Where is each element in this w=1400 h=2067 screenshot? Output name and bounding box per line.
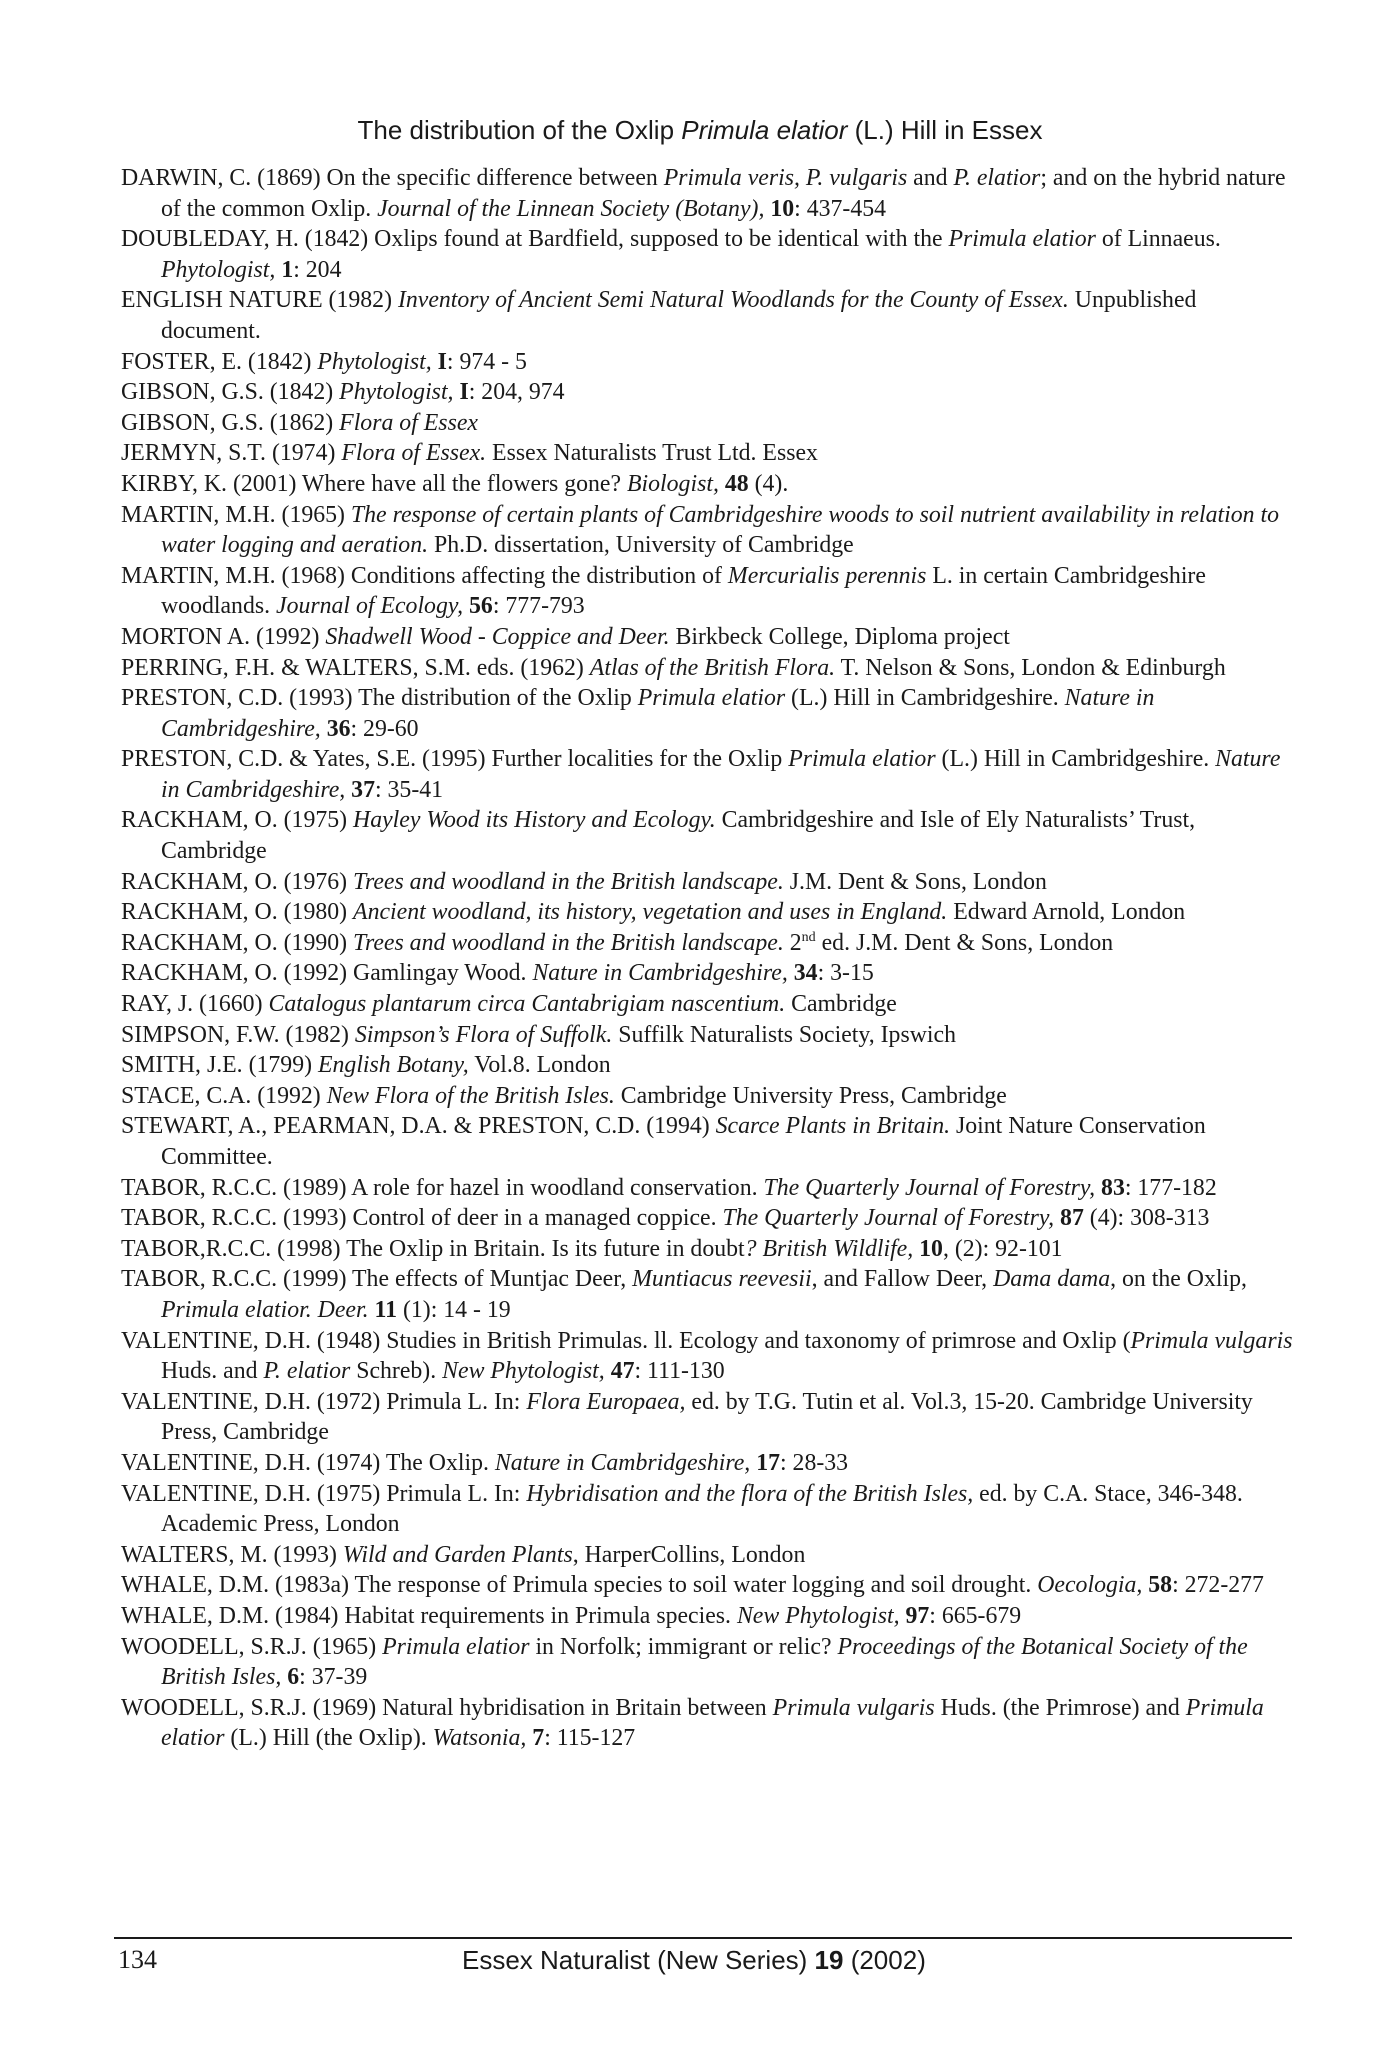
reference-text: WOODELL, S.R.J. (1965) (121, 1633, 383, 1660)
reference-text: Schreb). (350, 1358, 443, 1385)
reference-entry (121, 347, 1297, 378)
italic-text: English Botany, (317, 1052, 469, 1079)
reference-text: ed. by C.A. Stace, 346-348. Academic Press, London (161, 1480, 1243, 1538)
reference-text: : 3-15 (817, 960, 874, 987)
italic-text: Hybridisation and the flora of the British Isles, (526, 1480, 974, 1507)
reference-text: : 177-182 (1124, 1174, 1217, 1201)
italic-text: Muntiacus reevesii (632, 1266, 812, 1293)
italic-text: Flora of Essex (339, 409, 478, 436)
volume-number: 10 (919, 1235, 943, 1262)
reference-text: , HarperCollins, London (572, 1541, 806, 1568)
reference-text: L. in certain Cambridgeshire woodlands. (161, 562, 1206, 620)
reference-entry (121, 989, 1297, 1020)
reference-entry (121, 1111, 1297, 1172)
reference-entry (121, 163, 1297, 224)
reference-text: Huds. and (161, 1358, 264, 1385)
reference-text: TABOR,R.C.C. (1998) The Oxlip in Britain. Is its future in doubt (121, 1235, 745, 1262)
reference-text: Vol.8. London (468, 1052, 611, 1079)
italic-text: Dama dama (993, 1266, 1111, 1293)
reference-text: RACKHAM, O. (1976) (121, 868, 354, 895)
reference-text: Suffilk Naturalists Society, Ipswich (612, 1021, 956, 1048)
reference-text: GIBSON, G.S. (1842) (121, 379, 340, 406)
reference-text: : 111-130 (634, 1358, 725, 1385)
italic-text: Trees and woodland in the British landscape. (353, 868, 784, 895)
reference-text: Birkbeck College, Diploma project (669, 623, 1010, 650)
reference-text: TABOR, R.C.C. (1999) The effects of Muntjac Deer, (121, 1266, 633, 1293)
italic-text: Proceedings of the Botanical Society of the British Isles, (161, 1633, 1248, 1691)
footer-rule (114, 1937, 1292, 1939)
italic-text: Shadwell Wood - Coppice and Deer. (325, 623, 670, 650)
reference-entry (121, 683, 1297, 744)
reference-text: WHALE, D.M. (1984) Habitat requirements in Primula species. (121, 1602, 737, 1629)
ordinal-suffix: nd (801, 929, 816, 945)
italic-text: Trees and woodland in the British landscape. (353, 929, 784, 956)
running-header-suffix: (L.) Hill in Essex (847, 115, 1043, 145)
italic-text: Primula elatior (788, 746, 936, 773)
reference-entry (121, 1693, 1297, 1754)
reference-text: and (907, 165, 954, 191)
italic-text: Watsonia, (432, 1725, 527, 1752)
italic-text: New Phytologist, (442, 1358, 605, 1385)
reference-entry (121, 653, 1297, 684)
reference-entry (121, 1203, 1297, 1234)
reference-text: : 37-39 (299, 1664, 368, 1691)
reference-entry (121, 805, 1297, 866)
reference-text: Cambridge (785, 991, 897, 1018)
reference-entry (121, 1601, 1297, 1632)
reference-text: STEWART, A., PEARMAN, D.A. & PRESTON, C.D. (1994) (121, 1113, 716, 1140)
journal-volume: 19 (814, 1945, 844, 1975)
reference-text: TABOR, R.C.C. (1993) Control of deer in a managed coppice. (121, 1205, 723, 1232)
reference-entry (121, 1326, 1297, 1387)
reference-text: WALTERS, M. (1993) (121, 1541, 343, 1568)
italic-text: Mercurialis perennis (727, 562, 927, 589)
italic-text: The Quarterly Journal of Forestry, (722, 1205, 1055, 1232)
volume-number: 97 (905, 1602, 930, 1629)
volume-number: 17 (756, 1449, 780, 1476)
italic-text: Journal of Ecology, (276, 593, 464, 620)
reference-text: in Norfolk; immigrant or relic? (529, 1633, 838, 1660)
italic-text: Phytologist, (317, 348, 432, 375)
reference-text: RAY, J. (1660) (121, 991, 269, 1018)
volume-number: 10 (770, 195, 795, 222)
reference-text: RACKHAM, O. (1990) (121, 929, 354, 956)
reference-text: RACKHAM, O. (1975) (121, 807, 354, 834)
italic-text: Flora Europaea, (526, 1388, 686, 1415)
reference-entry (121, 561, 1297, 622)
volume-number: 36 (326, 715, 351, 742)
reference-entry (121, 1020, 1297, 1051)
italic-text: ? British Wildlife, (744, 1235, 914, 1262)
reference-text: TABOR, R.C.C. (1989) A role for hazel in woodland conservation. (121, 1174, 764, 1201)
italic-text: Nature in Cambridgeshire, (494, 1449, 751, 1476)
reference-entry (121, 867, 1297, 898)
page-number: 134 (118, 1945, 157, 1974)
reference-entry (121, 1387, 1297, 1448)
reference-text: VALENTINE, D.H. (1948) Studies in British Primulas. ll. Ecology and taxonomy of primrose and Oxlip ( (121, 1327, 1131, 1354)
reference-entry (121, 438, 1297, 469)
reference-text: MARTIN, M.H. (1968) Conditions affecting the distribution of (121, 562, 728, 589)
reference-text: J.M. Dent & Sons, London (783, 868, 1047, 895)
reference-entry (121, 285, 1297, 346)
volume-number: 11 (374, 1296, 397, 1323)
reference-text: : 29-60 (350, 715, 419, 742)
reference-text: ; and on the hybrid nature of the common Oxlip. (161, 165, 1286, 222)
italic-text: The Quarterly Journal of Forestry, (763, 1174, 1096, 1201)
italic-text: Catalogus plantarum circa Cantabrigiam nascentium. (268, 991, 786, 1018)
italic-text: The response of certain plants of Cambridgeshire woods to soil nutrient availability in relation to water logging and aeration. (161, 501, 1279, 559)
italic-text: Phytologist, (339, 379, 454, 406)
reference-text: Cambridge University Press, Cambridge (614, 1082, 1007, 1109)
reference-text: : 437-454 (794, 195, 887, 222)
italic-text: Primula elatior (161, 1694, 1264, 1752)
italic-text: Nature in Cambridgeshire, (532, 960, 788, 987)
reference-text: Unpublished document. (161, 287, 1197, 344)
italic-text: Primula elatior (382, 1633, 530, 1660)
reference-text: : 974 - 5 (446, 348, 527, 375)
reference-text: : 204, 974 (468, 379, 565, 406)
italic-text: Phytologist, (161, 256, 276, 283)
reference-entry (121, 744, 1297, 805)
reference-text: GIBSON, G.S. (1862) (121, 409, 340, 436)
reference-entry (121, 1479, 1297, 1540)
volume-number: 37 (351, 776, 375, 803)
volume-number: 34 (793, 960, 818, 987)
reference-entry (121, 224, 1297, 285)
reference-text: , (2): 92-101 (942, 1235, 1063, 1262)
reference-entry (121, 958, 1297, 989)
reference-text: : 115-127 (544, 1725, 636, 1752)
reference-entry (121, 1081, 1297, 1112)
reference-text: SIMPSON, F.W. (1982) (121, 1021, 355, 1048)
italic-text: Inventory of Ancient Semi Natural Woodlands for the County of Essex. (397, 287, 1069, 314)
reference-text: (L.) Hill in Cambridgeshire. (785, 685, 1065, 712)
reference-entry (121, 1050, 1297, 1081)
reference-text: Edward Arnold, London (947, 899, 1186, 926)
reference-text: VALENTINE, D.H. (1974) The Oxlip. (121, 1449, 495, 1476)
running-header-species: Primula elatior (681, 115, 848, 145)
reference-text: VALENTINE, D.H. (1972) Primula L. In: (121, 1388, 527, 1415)
italic-text: Primula elatior (637, 685, 786, 712)
reference-text: ed. by T.G. Tutin et al. Vol.3, 15-20. Cambridge University Press, Cambridge (161, 1388, 1253, 1446)
reference-entry (121, 1234, 1297, 1265)
reference-entry (121, 928, 1297, 959)
italic-text: Nature in Cambridgeshire, (161, 685, 1155, 742)
italic-text: Oecologia, (1037, 1572, 1143, 1599)
italic-text: Ancient woodland, its history, vegetation and uses in England. (353, 899, 948, 926)
reference-text: (1): 14 - 19 (397, 1296, 511, 1323)
reference-text: KIRBY, K. (2001) Where have all the flowers gone? (121, 470, 627, 497)
italic-text: Primula veris, P. vulgaris (663, 165, 908, 191)
reference-text: , on the Oxlip, (1110, 1266, 1247, 1293)
reference-text: STACE, C.A. (1992) (121, 1082, 327, 1109)
reference-text: Essex Naturalists Trust Ltd. Essex (486, 440, 818, 467)
reference-entry (121, 500, 1297, 561)
volume-number: 58 (1148, 1572, 1173, 1599)
italic-text: Primula vulgaris (772, 1694, 935, 1721)
reference-text: Joint Nature Conservation Committee. (161, 1113, 1206, 1170)
reference-text: : 777-793 (492, 593, 585, 620)
reference-text: VALENTINE, D.H. (1975) Primula L. In: (121, 1480, 527, 1507)
italic-text: Biologist, (627, 470, 719, 497)
reference-text: (L.) Hill in Cambridgeshire. (935, 746, 1216, 773)
reference-text: RACKHAM, O. (1980) (121, 899, 354, 926)
reference-list (121, 163, 1297, 1754)
reference-text: (4). (748, 470, 789, 497)
italic-text: P. elatior (953, 165, 1041, 191)
reference-text: ENGLISH NATURE (1982) (121, 287, 398, 314)
reference-text: : 28-33 (780, 1449, 849, 1476)
reference-text: Cambridgeshire and Isle of Ely Naturalists’ Trust, Cambridge (161, 807, 1196, 865)
reference-text: : 204 (293, 256, 342, 283)
reference-text: : 35-41 (374, 776, 444, 803)
reference-text: DARWIN, C. (1869) On the specific difference between (121, 165, 664, 191)
reference-entry (121, 1448, 1297, 1479)
volume-number: 56 (469, 593, 493, 620)
volume-number: I (437, 348, 447, 375)
italic-text: Primula elatior (948, 226, 1096, 253)
reference-text: (4): 308-313 (1083, 1205, 1210, 1232)
reference-text: WHALE, D.M. (1983a) The response of Primula species to soil water logging and soil drought. (121, 1572, 1038, 1599)
reference-entry (121, 1264, 1297, 1325)
volume-number: 1 (281, 256, 294, 283)
reference-text: WOODELL, S.R.J. (1969) Natural hybridisation in Britain between (121, 1694, 773, 1721)
volume-number: 87 (1060, 1205, 1084, 1232)
journal-footer (462, 1944, 926, 1976)
reference-text: SMITH, J.E. (1799) (121, 1052, 318, 1079)
reference-text: DOUBLEDAY, H. (1842) Oxlips found at Bardfield, supposed to be identical with the (121, 226, 949, 253)
volume-number: 7 (532, 1725, 545, 1752)
italic-text: P. elatior (263, 1358, 351, 1385)
italic-text: Atlas of the British Flora. (589, 654, 836, 681)
volume-number: I (459, 379, 469, 406)
italic-text: New Flora of the British Isles. (326, 1082, 615, 1109)
reference-text: (L.) Hill (the Oxlip). (224, 1725, 433, 1752)
italic-text: Simpson’s Flora of Suffolk. (354, 1021, 613, 1048)
italic-text: New Phytologist, (736, 1602, 900, 1629)
italic-text: Primula elatior. Deer. (161, 1296, 369, 1323)
reference-entry (121, 622, 1297, 653)
reference-text: , and Fallow Deer, (811, 1266, 994, 1293)
volume-number: 47 (610, 1358, 635, 1385)
reference-entry (121, 469, 1297, 500)
reference-text: FOSTER, E. (1842) (121, 348, 318, 375)
italic-text: Hayley Wood its History and Ecology. (353, 807, 716, 834)
reference-text: MORTON A. (1992) (121, 623, 326, 650)
italic-text: Flora of Essex. (341, 440, 487, 467)
volume-number: 6 (287, 1664, 300, 1691)
running-header-text: The distribution of the Oxlip (357, 115, 682, 145)
reference-entry (121, 408, 1297, 439)
reference-entry (121, 1173, 1297, 1204)
italic-text: Scarce Plants in Britain. (715, 1113, 951, 1140)
italic-text: Primula vulgaris (1130, 1327, 1293, 1354)
running-header (0, 114, 1400, 146)
reference-entry (121, 1570, 1297, 1601)
reference-entry (121, 1632, 1297, 1693)
reference-text: PRESTON, C.D. & Yates, S.E. (1995) Further localities for the Oxlip (121, 746, 789, 773)
reference-text: of Linnaeus. (1095, 226, 1221, 253)
reference-text: ed. J.M. Dent & Sons, London (815, 929, 1114, 956)
reference-text: T. Nelson & Sons, London & Edinburgh (835, 654, 1226, 681)
reference-text: 2 (783, 929, 802, 956)
reference-entry (121, 897, 1297, 928)
italic-text: Journal of the Linnean Society (Botany), (377, 195, 765, 222)
reference-text: MARTIN, M.H. (1965) (121, 501, 351, 528)
italic-text: Nature in Cambridgeshire, (161, 746, 1281, 803)
reference-text: PERRING, F.H. & WALTERS, S.M. eds. (1962) (121, 654, 590, 681)
reference-text: : 272-277 (1172, 1572, 1264, 1599)
volume-number: 83 (1101, 1174, 1125, 1201)
journal-year: (2002) (843, 1945, 926, 1975)
reference-text: JERMYN, S.T. (1974) (121, 440, 342, 467)
reference-entry (121, 377, 1297, 408)
reference-text: : 665-679 (929, 1602, 1022, 1629)
italic-text: Wild and Garden Plants (342, 1541, 573, 1568)
volume-number: 48 (724, 470, 749, 497)
journal-name: Essex Naturalist (New Series) (462, 1945, 815, 1975)
reference-text: RACKHAM, O. (1992) Gamlingay Wood. (121, 960, 533, 987)
reference-text: Huds. (the Primrose) and (934, 1694, 1186, 1721)
reference-text: Ph.D. dissertation, University of Cambridge (428, 532, 854, 559)
reference-entry (121, 1540, 1297, 1571)
reference-text: PRESTON, C.D. (1993) The distribution of the Oxlip (121, 685, 638, 712)
